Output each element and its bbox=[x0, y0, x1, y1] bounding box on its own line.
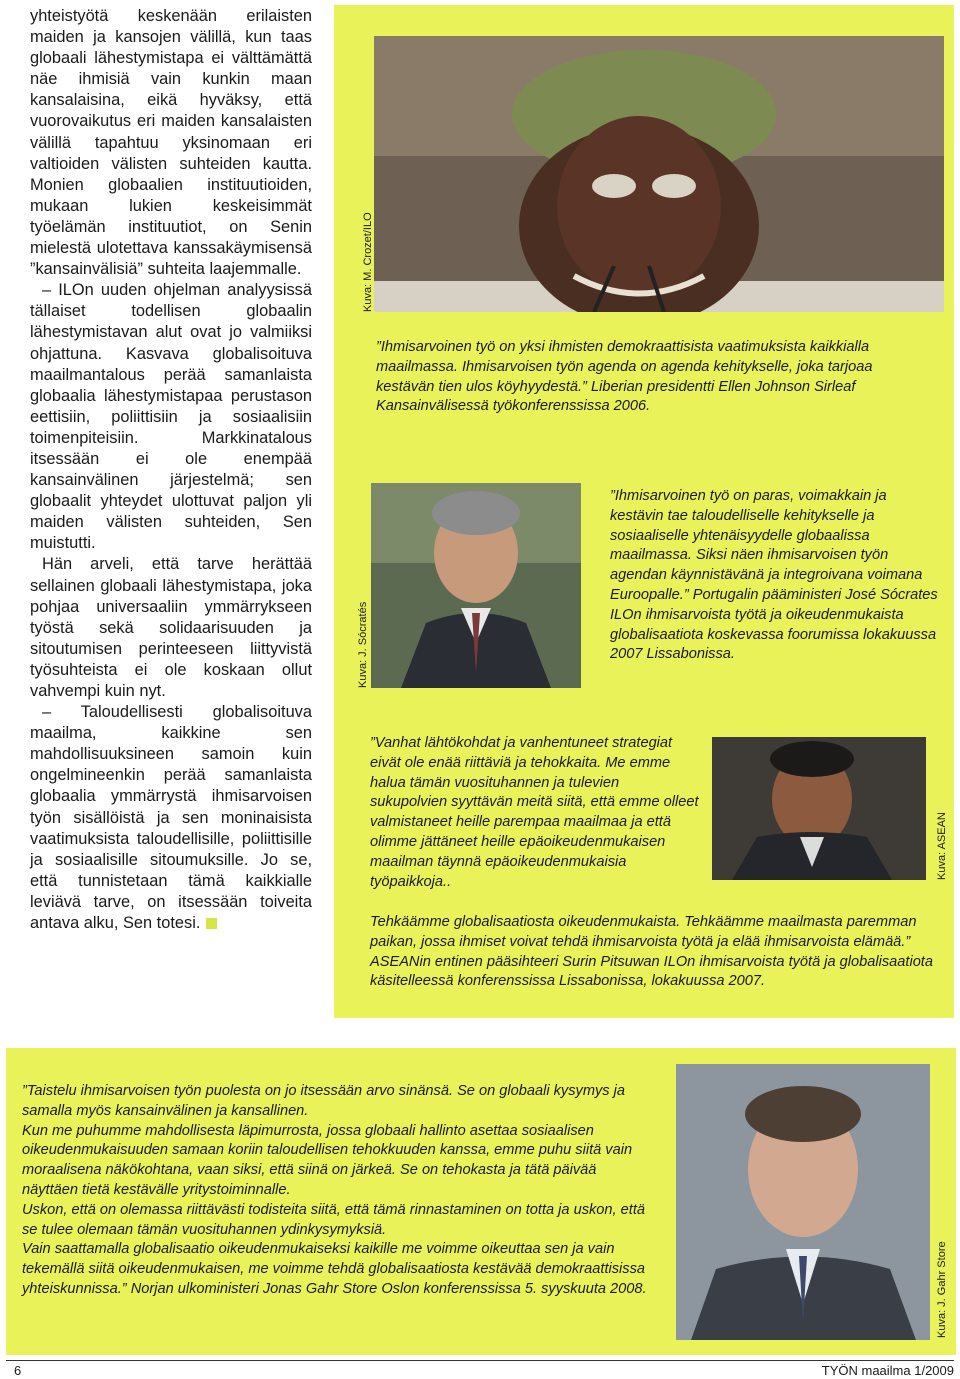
page-footer bbox=[0, 1360, 960, 1379]
quote-pitsuwan-bottom: Tehkäämme globalisaatiosta oikeudenmukaista. Tehkäämme maailmasta paremman paikan, jossa ihmiset voivat tehdä ihmisarvoista työtä ja elää ihmisarvoista elämää.” ASEANin entinen pääsihteeri Surin Pitsuwan ILOn ihmisarvoista työtä ja globalisaatiota käsitelleessä konferenssissa Lissabonissa, lokakuussa 2007. bbox=[370, 914, 933, 990]
portrait-icon bbox=[676, 1064, 930, 1340]
quote-paragraph: ”Taistelu ihmisarvoisen työn puolesta on jo itsessään arvo sinänsä. Se on globaali kysymys ja samalla myös kansainvälinen ja kansallinen. bbox=[22, 1083, 625, 1119]
article-column bbox=[30, 6, 312, 934]
article-paragraph: Hän arveli, että tarve herättää sellainen globaali lähestymistapa, joka pohjaa universaaliin ymmärrykseen työstä sekä solidaarisuuden ja sitoutumisen perinteeseen liittyvistä työsuhteista ei ole koskaan ollut vahvempi kuin nyt. bbox=[30, 555, 312, 700]
article-paragraph-text: – Taloudellisesti globalisoituva maailma, kaikkine sen mahdollisuuksineen samoin kuin ongelmineenkin perää samanlaista globaalia ymmärrystä ihmisarvoisen työn sisällöistä ja sen moninaisista vaatimuksista taloudellisille, poliittisille ja sosiaalisille sitoumuksille. Jo se, että tunnistetaan tämä kaikkialle leviävä tarve, on itsessään toiveita antava alku, Sen totesi. bbox=[30, 703, 312, 933]
article-paragraph: – ILOn uuden ohjelman analyysissä tällaiset todellisen globaalin lähestymistavan alut ovat jo valmiiksi ohjattuna. Kasvava globalisoituva maailmantalous perää samanlaista globaalia lähestymistapaa perustason eettisiin, poliittisiin ja sosiaalisiin toimenpiteisiin. Markkinatalous itsessään ei ole enempää kansainvälinen järjestelmä; sen globaalit yhteydet ulottuvat paljon yli maiden välisten suhteiden, Sen muistutti. bbox=[30, 281, 312, 553]
magazine-issue: TYÖN maailma 1/2009 bbox=[821, 1363, 954, 1378]
photo-credit: Kuva: ASEAN bbox=[936, 812, 948, 880]
quote-paragraph: Uskon, että on olemassa riittävästi todisteita siitä, että tämä rinnastaminen on totta ja uskon, että se tulee olemaan tämän vuosituhannen ydinkysymyksiä. bbox=[22, 1201, 645, 1238]
photo-credit: Kuva: J. Gahr Store bbox=[936, 1241, 948, 1338]
photo-pitsuwan bbox=[712, 737, 926, 880]
article-paragraph: yhteistyötä keskenään erilaisten maiden ja kansojen välillä, kun taas globaali lähestymistapa ei välttämättä näe ihmisiä vain kunkin maan kansalaisina, eikä hyväksy, että vuorovaikutus eri maiden kansalaisten välillä tapahtuu yksinomaan eri valtioiden välisten suhteiden kautta. Monien globaalien instituutioiden, mukaan lukien keskeisimmät työelämän instituutiot, on Senin mielestä ulotettava kanssakäymisensä ”kansainvälisiä” suhteita laajemmalle. bbox=[30, 7, 312, 279]
photo-johnson-sirleaf bbox=[374, 36, 944, 312]
portrait-icon bbox=[712, 737, 926, 880]
article-paragraph bbox=[30, 702, 312, 934]
photo-credit: Kuva: M. Crozet/ILO bbox=[362, 212, 374, 312]
end-mark-icon bbox=[206, 918, 217, 929]
speaker-portrait-icon bbox=[374, 36, 944, 312]
quote-store bbox=[22, 1082, 654, 1300]
quote-pitsuwan-top: ”Vanhat lähtökohdat ja vanhentuneet strategiat eivät ole enää riittäviä ja tehokkaita. Me emme halua tämän vuosituhannen ja tulevien sukupolvien syyttävän meitä siitä, että emme olleet valmistaneet heille parempaa maailmaa ja että olimme jättäneet heille epäoikeudenmukaisen maailman täynnä epäoikeudenmukaisia työpaikkoja.. bbox=[370, 735, 699, 890]
quote-johnson-sirleaf: ”Ihmisarvoinen työ on yksi ihmisten demokraattisista vaatimuksista kaikkialla maailmassa. Ihmisarvoisen työn agenda on agenda kehitykselle, joka tarjoaa kestävän tien ulos köyhyydestä.” Liberian presidentti Ellen Johnson Sirleaf Kansainvälisessä työkonferenssissa 2006. bbox=[376, 339, 873, 415]
photo-credit: Kuva: J. Sócratés bbox=[357, 601, 369, 688]
photo-socrates bbox=[371, 483, 581, 688]
photo-store bbox=[676, 1064, 930, 1340]
quote-socrates: ”Ihmisarvoinen työ on paras, voimakkain ja kestävin tae taloudelliselle kehitykselle ja sosiaaliselle yhtenäisyydelle globaalissa maailmassa. Siksi näen ihmisarvoisen työn agendan käynnistävänä ja integroivana voimana Euroopalle.” Portugalin pääministeri José Sócrates ILOn ihmisarvoista työtä ja oikeudenmukaista globalisaatiota koskevassa foorumissa lokakuussa 2007 Lissabonissa. bbox=[610, 488, 938, 663]
quote-paragraph: Vain saattamalla globalisaatio oikeudenmukaiseksi kaikille me voimme oikeuttaa sen ja vain tekemällä siitä oikeudenmukaisen, me voimme tehdä globalisaatiosta kestävää demokraattisissa yhteiskunnissa.” Norjan ulkoministeri Jonas Gahr Store Oslon konferenssissa 5. syyskuuta 2008. bbox=[22, 1241, 647, 1297]
portrait-icon bbox=[371, 483, 581, 688]
page-number: 6 bbox=[14, 1363, 22, 1378]
footer-rule bbox=[6, 1360, 954, 1361]
quote-paragraph: Kun me puhumme mahdollisesta läpimurrosta, jossa globaali hallinto asettaa sosiaalisen oikeudenmukaisuuden samaan koriin taloudellisen tehokkuuden kanssa, emme puhu siitä vain moraalisena näkökohtana, vaan siksi, että siinä on järkeä. Se on tehokasta ja tätä päivää näyttäen tietä kestävälle yritystoiminnalle. bbox=[22, 1122, 633, 1198]
